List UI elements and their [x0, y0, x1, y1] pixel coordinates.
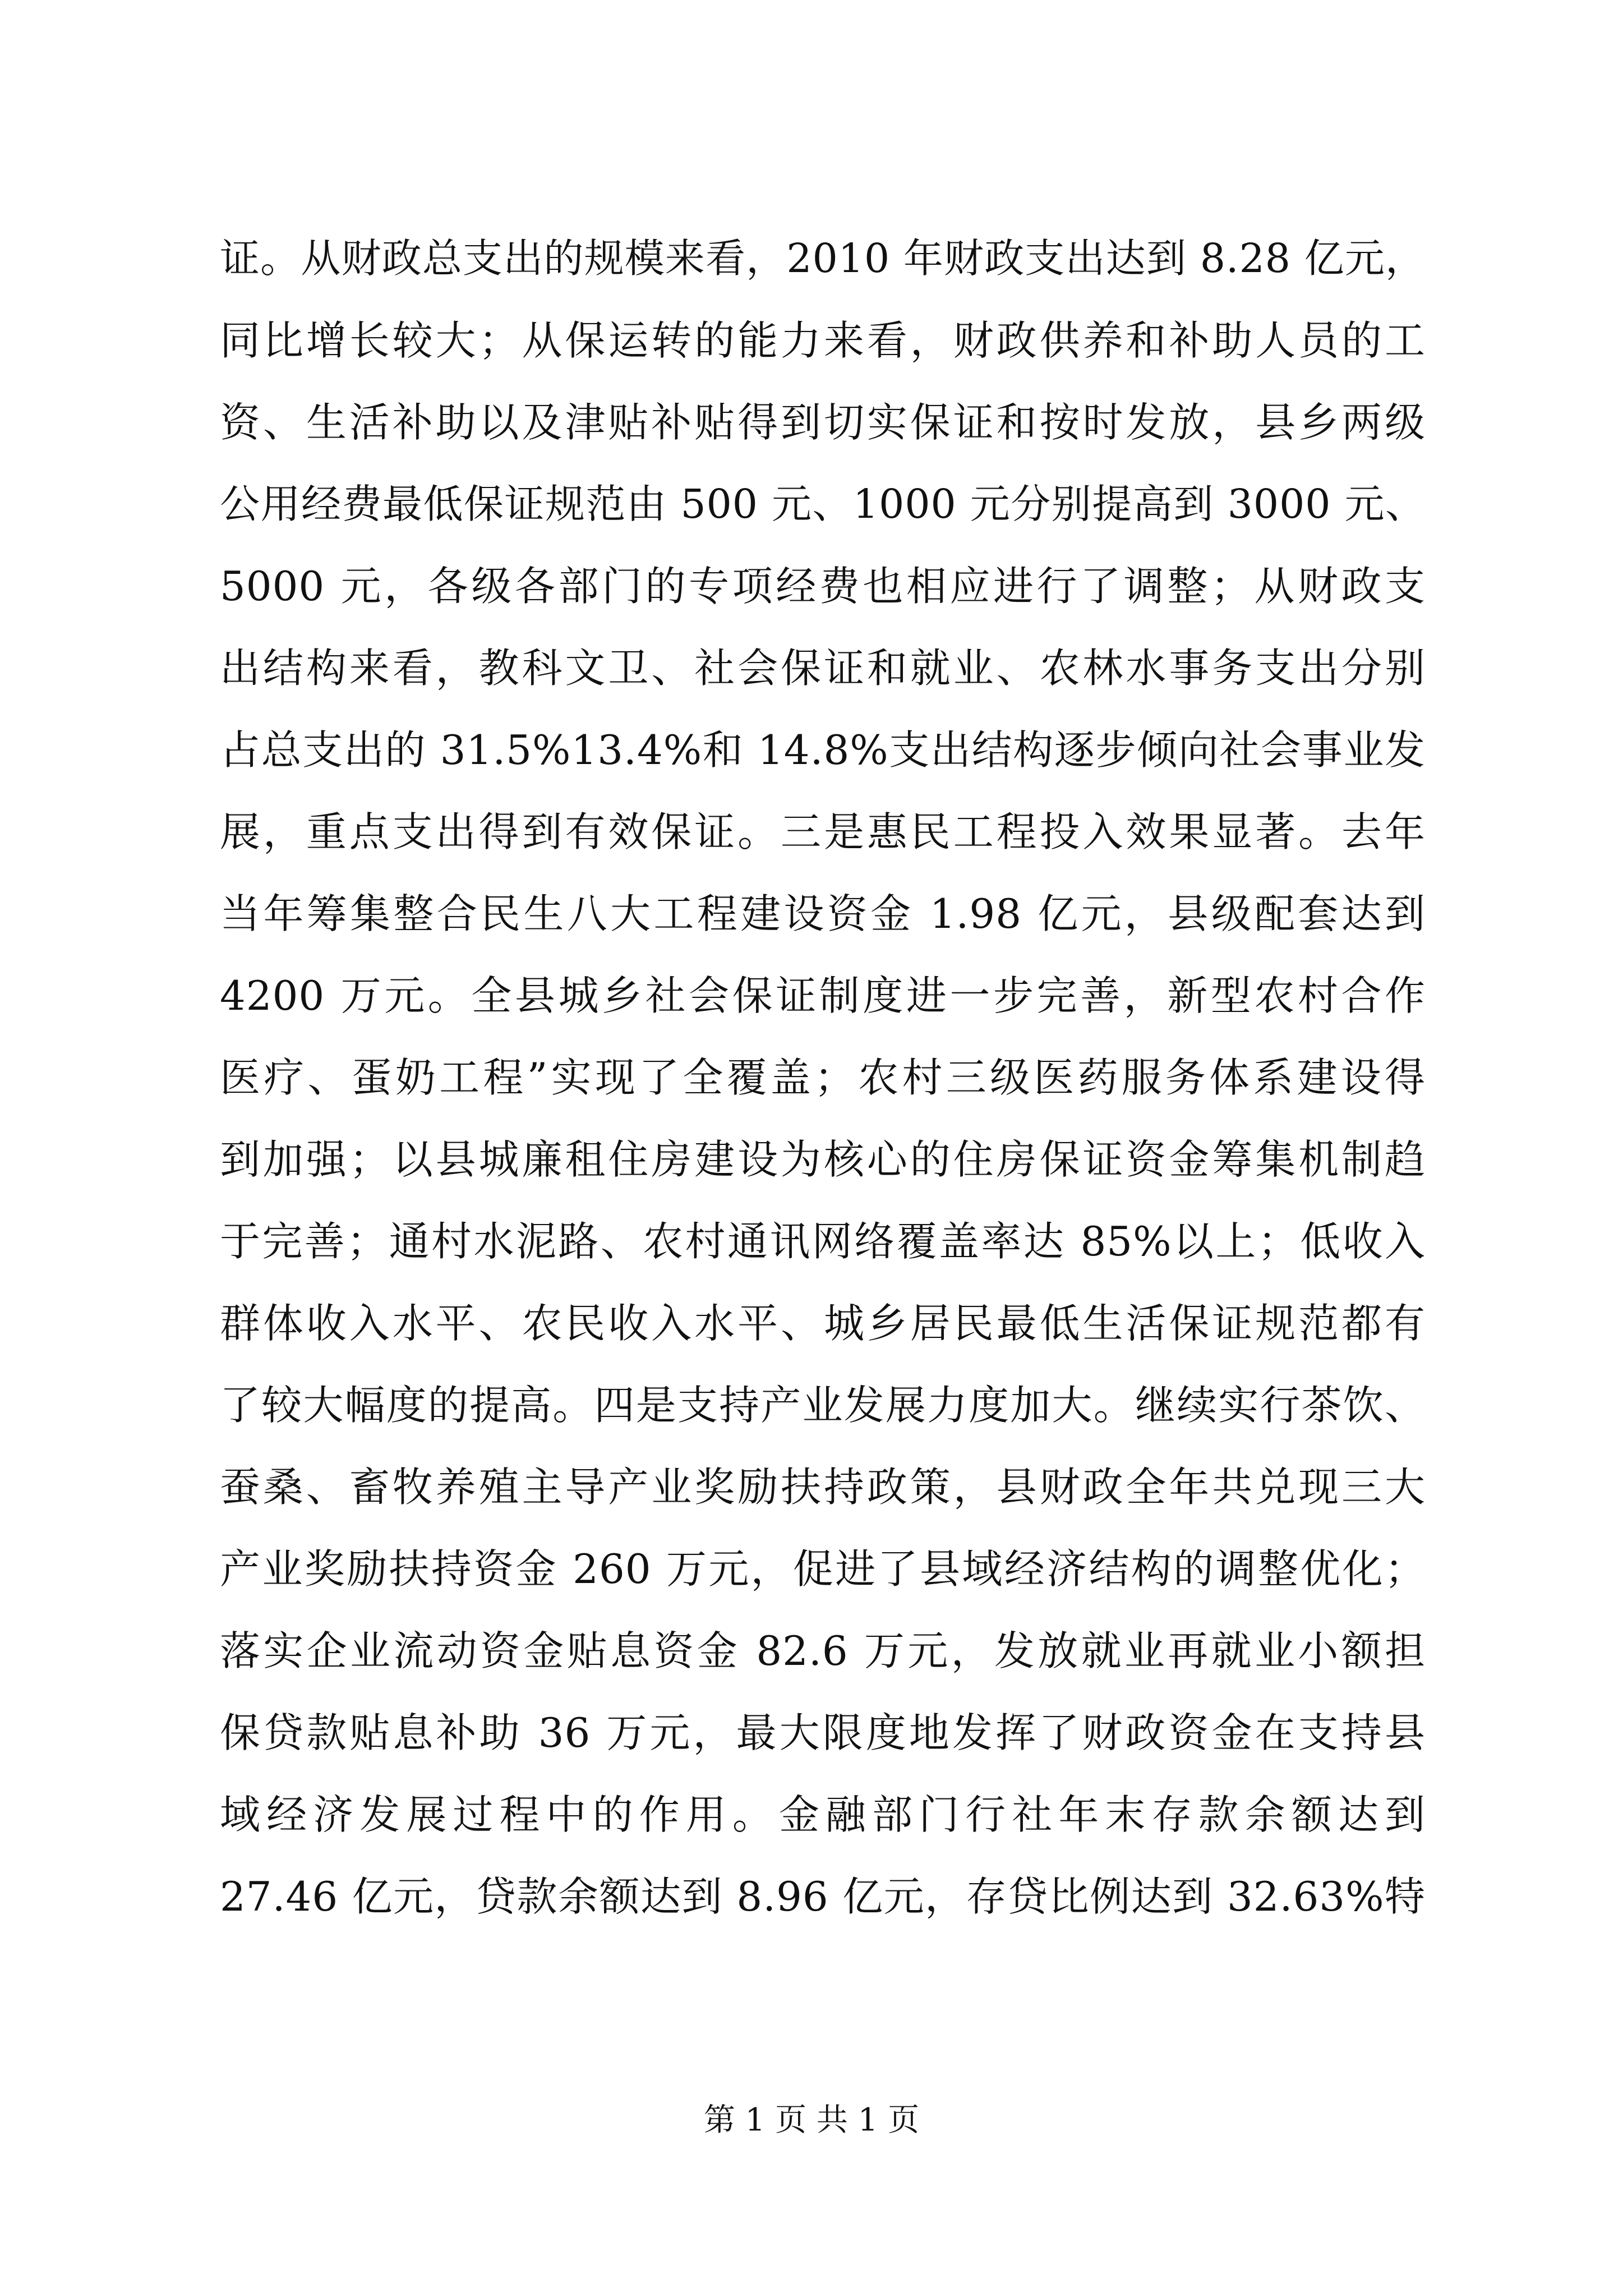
- text-line: 公用经费最低保证规范由 500 元、1000 元分别提高到 3000 元、: [220, 481, 1426, 527]
- text-line: 产业奖励扶持资金 260 万元，促进了县域经济结构的调整优化；: [220, 1545, 1426, 1593]
- text-line: 5000 元，各级各部门的专项经费也相应进行了调整；从财政支: [220, 563, 1426, 610]
- text-line: 4200 万元。全县城乡社会保证制度进一步完善，新型农村合作: [220, 972, 1426, 1019]
- text-line: 了较大幅度的提高。四是支持产业发展力度加大。继续实行茶饮、: [220, 1382, 1426, 1429]
- text-line: 27.46 亿元，贷款余额达到 8.96 亿元，存贷比例达到 32.63%特: [220, 1873, 1426, 1920]
- text-line: 证。从财政总支出的规模来看，2010 年财政支出达到 8.28 亿元，: [220, 235, 1426, 282]
- text-line: 资、生活补助以及津贴补贴得到切实保证和按时发放，县乡两级: [220, 399, 1426, 446]
- text-line: 医疗、蛋奶工程”实现了全覆盖；农村三级医药服务体系建设得: [220, 1054, 1426, 1101]
- text-line: 落实企业流动资金贴息资金 82.6 万元，发放就业再就业小额担: [220, 1627, 1426, 1674]
- text-line: 出结构来看，教科文卫、社会保证和就业、农林水事务支出分别: [220, 645, 1426, 692]
- text-line: 群体收入水平、农民收入水平、城乡居民最低生活保证规范都有: [220, 1300, 1426, 1347]
- text-line: 域经济发展过程中的作用。金融部门行社年末存款余额达到: [220, 1791, 1426, 1838]
- text-line: 展，重点支出得到有效保证。三是惠民工程投入效果显著。去年: [220, 808, 1426, 855]
- page-footer: 第 1 页 共 1 页: [703, 2102, 920, 2138]
- text-line: 同比增长较大；从保运转的能力来看，财政供养和补助人员的工: [220, 317, 1426, 364]
- body-paragraph: [220, 218, 1426, 1938]
- text-line: 蚕桑、畜牧养殖主导产业奖励扶持政策，县财政全年共兑现三大: [220, 1464, 1426, 1511]
- text-line: 当年筹集整合民生八大工程建设资金 1.98 亿元，县级配套达到: [220, 890, 1426, 937]
- text-line: 到加强；以县城廉租住房建设为核心的住房保证资金筹集机制趋: [220, 1136, 1426, 1183]
- text-line: 占总支出的 31.5%13.4%和 14.8%支出结构逐步倾向社会事业发: [220, 726, 1426, 774]
- text-line: 保贷款贴息补助 36 万元，最大限度地发挥了财政资金在支持县: [220, 1709, 1426, 1756]
- text-line: 于完善；通村水泥路、农村通讯网络覆盖率达 85%以上；低收入: [220, 1218, 1426, 1265]
